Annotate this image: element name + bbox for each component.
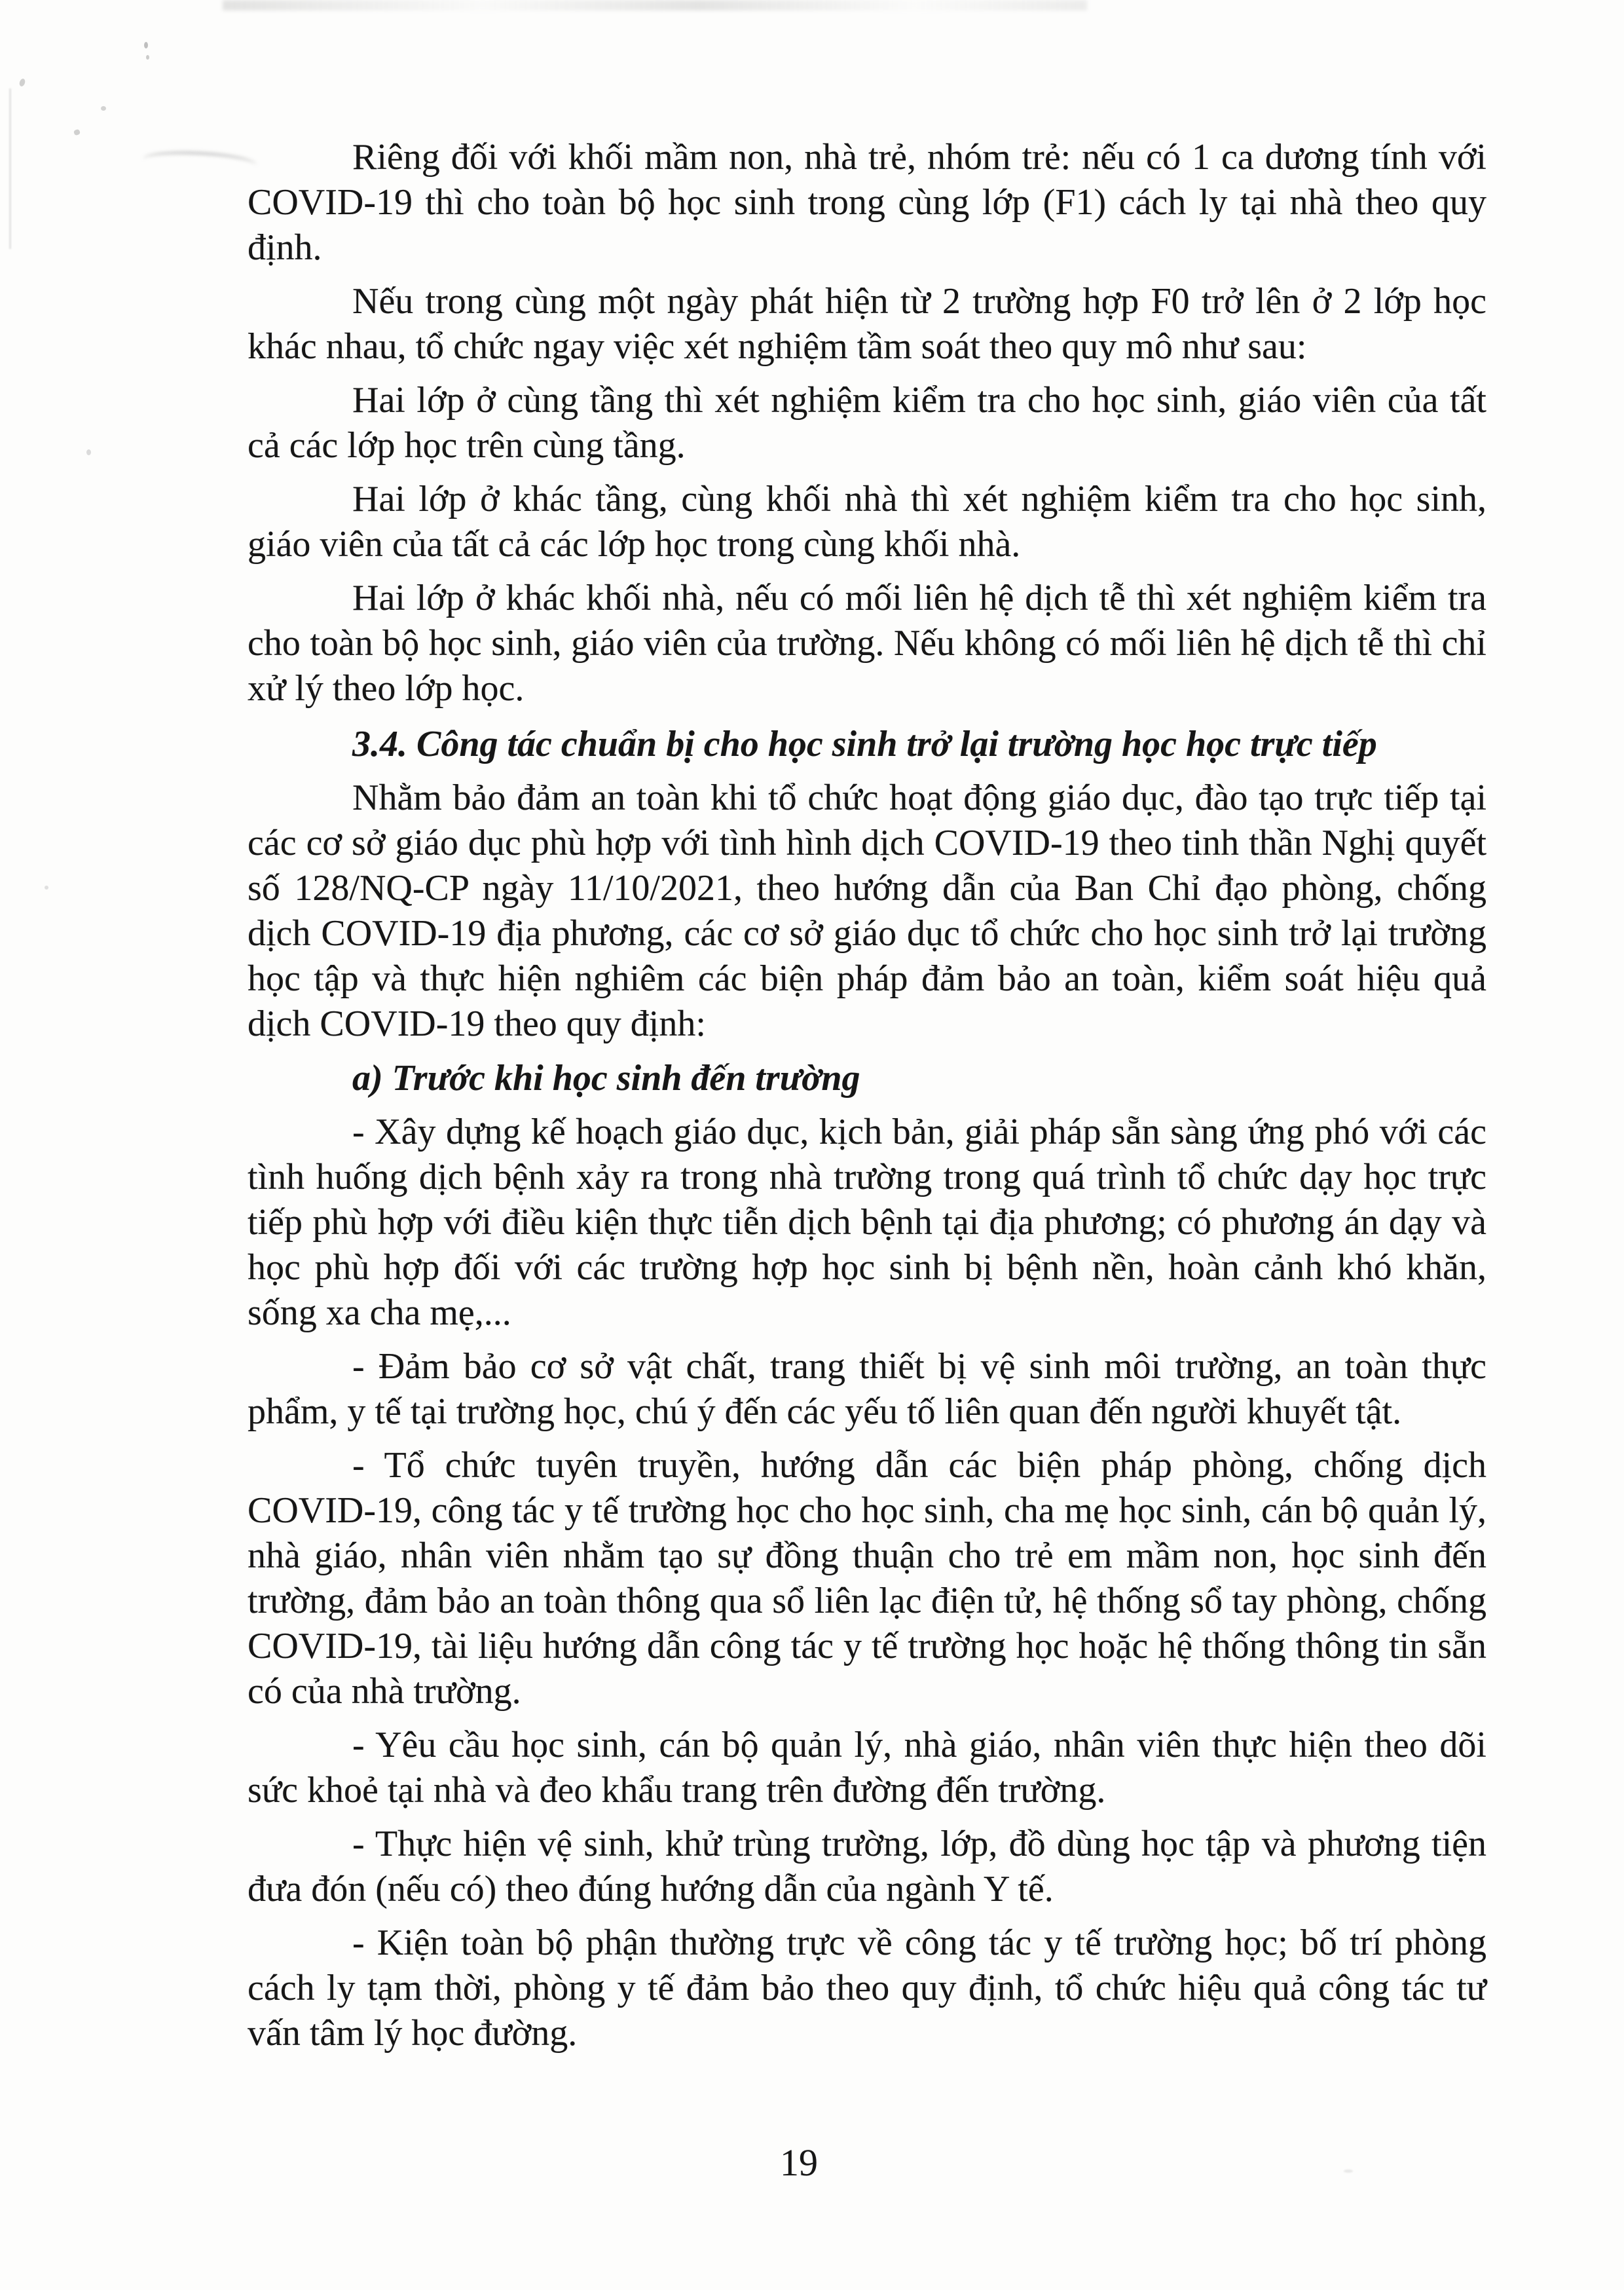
- paragraph-to-chuc-tuyen-truyen: - Tổ chức tuyên truyền, hướng dẫn các biện pháp phòng, chống dịch COVID-19, công tác y tế trường học cho học sinh, cha mẹ học sinh, cán bộ quản lý, nhà giáo, nhân viên nhằm tạo sự đồng thuận cho trẻ em mầm non, học sinh đến trường, đảm bảo an toàn thông qua sổ liên lạc điện tử, hệ thống sổ tay phòng, chống COVID-19, tài liệu hướng dẫn công tác y tế trường học hoặc hệ thống thông tin sẵn có của nhà trường.: [248, 1445, 1486, 1712]
- paragraph-yeu-cau-theo-doi-suc-khoe: - Yêu cầu học sinh, cán bộ quản lý, nhà giáo, nhân viên thực hiện theo dõi sức khoẻ tại nhà và đeo khẩu trang trên đường đến trường.: [248, 1725, 1486, 1811]
- document-body: [248, 135, 1486, 2056]
- paragraph-2-truong-hop-f0: Nếu trong cùng một ngày phát hiện từ 2 trường hợp F0 trở lên ở 2 lớp học khác nhau, tổ chức ngay việc xét nghiệm tầm soát theo quy mô như sau:: [248, 281, 1486, 367]
- paragraph-dam-bao-co-so-vat-chat: - Đảm bảo cơ sở vật chất, trang thiết bị vệ sinh môi trường, an toàn thực phẩm, y tế tại trường học, chú ý đến các yếu tố liên quan đến người khuyết tật.: [248, 1346, 1486, 1432]
- scan-noise-band: [223, 0, 1087, 10]
- scan-scratch: [9, 88, 11, 249]
- scan-speck: [86, 449, 91, 455]
- subheading-a-truoc-khi-den-truong: a) Trước khi học sinh đến trường: [352, 1058, 860, 1098]
- scan-speck: [45, 886, 48, 890]
- page-number: 19: [780, 2141, 818, 2184]
- scan-speck: [144, 42, 148, 48]
- paragraph-kien-toan-bo-phan: - Kiện toàn bộ phận thường trực về công tác y tế trường học; bố trí phòng cách ly tạm thời, phòng y tế đảm bảo theo quy định, tổ chức hiệu quả công tác tư vấn tâm lý học đường.: [248, 1923, 1486, 2054]
- paragraph-hai-lop-cung-tang: Hai lớp ở cùng tầng thì xét nghiệm kiểm tra cho học sinh, giáo viên của tất cả các lớp học trên cùng tầng.: [248, 380, 1486, 466]
- scan-smudge: [143, 149, 258, 165]
- paragraph-thuc-hien-ve-sinh: - Thực hiện vệ sinh, khử trùng trường, lớp, đồ dùng học tập và phương tiện đưa đón (nếu có) theo đúng hướng dẫn của ngành Y tế.: [248, 1824, 1486, 1909]
- paragraph-hai-lop-khac-tang: Hai lớp ở khác tầng, cùng khối nhà thì xét nghiệm kiểm tra cho học sinh, giáo viên của tất cả các lớp học trong cùng khối nhà.: [248, 479, 1486, 565]
- paragraph-xay-dung-ke-hoach: - Xây dựng kế hoạch giáo dục, kịch bản, giải pháp sẵn sàng ứng phó với các tình huống dịch bệnh xảy ra trong nhà trường trong quá trình tổ chức dạy học trực tiếp phù hợp với điều kiện thực tiễn dịch bệnh tại địa phương; có phương án dạy và học phù hợp đối với các trường hợp học sinh bị bệnh nền, hoàn cảnh khó khăn, sống xa cha mẹ,...: [248, 1112, 1486, 1333]
- section-heading-3-4: 3.4. Công tác chuẩn bị cho học sinh trở lại trường học học trực tiếp: [352, 724, 1377, 764]
- paragraph-hai-lop-khac-khoi-nha: Hai lớp ở khác khối nhà, nếu có mối liên hệ dịch tễ thì xét nghiệm kiểm tra cho toàn bộ học sinh, giáo viên của trường. Nếu không có mối liên hệ dịch tễ thì chỉ xử lý theo lớp học.: [248, 578, 1486, 709]
- scan-speck: [73, 129, 81, 136]
- scan-speck: [146, 55, 149, 60]
- scan-speck: [18, 78, 26, 87]
- scan-speck: [101, 106, 106, 111]
- paragraph-nham-bao-dam-an-toan: Nhằm bảo đảm an toàn khi tổ chức hoạt động giáo dục, đào tạo trực tiếp tại các cơ sở giáo dục phù hợp với tình hình dịch COVID-19 theo tinh thần Nghị quyết số 128/NQ-CP ngày 11/10/2021, theo hướng dẫn của Ban Chỉ đạo phòng, chống dịch COVID-19 địa phương, các cơ sở giáo dục tổ chức cho học sinh trở lại trường học tập và thực hiện nghiêm các biện pháp đảm bảo an toàn, kiểm soát hiệu quả dịch COVID-19 theo quy định:: [248, 778, 1486, 1044]
- scan-speck: [1344, 2169, 1353, 2173]
- paragraph-mam-non-cach-ly: Riêng đối với khối mầm non, nhà trẻ, nhóm trẻ: nếu có 1 ca dương tính với COVID-19 thì cho toàn bộ học sinh trong cùng lớp (F1) cách ly tại nhà theo quy định.: [248, 137, 1486, 268]
